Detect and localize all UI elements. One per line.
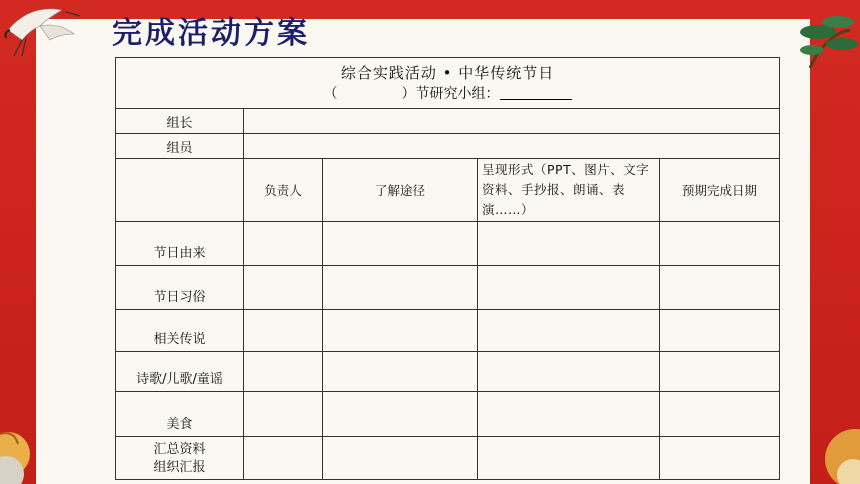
cloud-decoration-icon xyxy=(805,389,860,484)
activity-plan-table xyxy=(115,57,780,480)
column-owner: 负责人 xyxy=(244,159,323,222)
row-label: 节日习俗 xyxy=(116,266,244,310)
cell-presentation[interactable] xyxy=(478,392,660,437)
members-row xyxy=(116,134,780,159)
cell-owner[interactable] xyxy=(244,266,323,310)
cell-due-date[interactable] xyxy=(660,352,780,392)
cell-due-date[interactable] xyxy=(660,310,780,352)
table-row xyxy=(116,310,780,352)
table-row xyxy=(116,352,780,392)
cell-method[interactable] xyxy=(323,437,478,480)
cell-presentation[interactable] xyxy=(478,222,660,266)
cell-presentation[interactable] xyxy=(478,266,660,310)
group-name-blank[interactable] xyxy=(500,85,572,100)
members-input-cell[interactable] xyxy=(244,134,780,159)
page-title: 完成活动方案 xyxy=(112,16,310,51)
table-row xyxy=(116,222,780,266)
row-label: 相关传说 xyxy=(116,310,244,352)
column-presentation: 呈现形式（PPT、图片、文字资料、手抄报、朗诵、表演……） xyxy=(478,159,660,222)
cell-owner[interactable] xyxy=(244,310,323,352)
table-subtitle xyxy=(120,84,775,104)
column-header-row xyxy=(116,159,780,222)
leader-label: 组长 xyxy=(116,109,244,134)
row-label: 美食 xyxy=(116,392,244,437)
cell-owner[interactable] xyxy=(244,392,323,437)
cell-due-date[interactable] xyxy=(660,392,780,437)
cloud-decoration-icon xyxy=(0,374,40,484)
cell-method[interactable] xyxy=(323,310,478,352)
cell-presentation[interactable] xyxy=(478,437,660,480)
festival-bracket-open: （ xyxy=(323,86,338,102)
cell-method[interactable] xyxy=(323,222,478,266)
table-title-cell xyxy=(116,58,780,109)
table-title: 综合实践活动 • 中华传统节日 xyxy=(340,64,555,82)
cell-due-date[interactable] xyxy=(660,266,780,310)
group-label: ）节研究小组： xyxy=(401,86,500,102)
cell-owner[interactable] xyxy=(244,352,323,392)
cell-method[interactable] xyxy=(323,392,478,437)
cell-presentation[interactable] xyxy=(478,310,660,352)
cell-due-date[interactable] xyxy=(660,437,780,480)
leader-row xyxy=(116,109,780,134)
table-row xyxy=(116,437,780,480)
column-method: 了解途径 xyxy=(323,159,478,222)
crane-decoration-icon xyxy=(0,0,90,60)
column-due-date: 预期完成日期 xyxy=(660,159,780,222)
members-label: 组员 xyxy=(116,134,244,159)
leader-input-cell[interactable] xyxy=(244,109,780,134)
corner-cell xyxy=(116,159,244,222)
cell-method[interactable] xyxy=(323,266,478,310)
cell-presentation[interactable] xyxy=(478,352,660,392)
cell-method[interactable] xyxy=(323,352,478,392)
row-label: 诗歌/儿歌/童谣 xyxy=(116,352,244,392)
table-header-row xyxy=(116,58,780,109)
table-row xyxy=(116,392,780,437)
pine-decoration-icon xyxy=(790,10,860,70)
cell-owner[interactable] xyxy=(244,222,323,266)
row-label: 汇总资料 组织汇报 xyxy=(116,437,244,480)
cell-due-date[interactable] xyxy=(660,222,780,266)
row-label: 节日由来 xyxy=(116,222,244,266)
table-row xyxy=(116,266,780,310)
cell-owner[interactable] xyxy=(244,437,323,480)
